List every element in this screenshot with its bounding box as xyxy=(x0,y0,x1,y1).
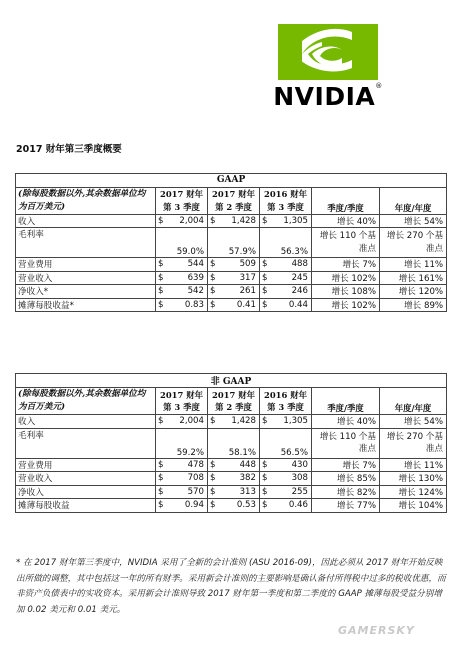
value-yoy: 增长 270 个基准点 xyxy=(380,428,447,458)
table-row xyxy=(16,485,447,499)
currency-symbol: $ xyxy=(208,298,221,312)
column-qoq: 季度/季度 xyxy=(312,187,380,214)
currency-symbol: $ xyxy=(156,214,169,228)
brand-wordmark: NVIDIA® xyxy=(273,82,383,111)
value-q2: 58.1% xyxy=(208,428,260,458)
value-yoy: 增长 11% xyxy=(380,258,447,272)
value-yoy: 增长 11% xyxy=(380,458,447,472)
currency-symbol: $ xyxy=(156,415,169,429)
page-title: 2017 财年第三季度概要 xyxy=(16,144,122,155)
currency-symbol: $ xyxy=(156,458,169,472)
value-q3: 59.2% xyxy=(156,428,208,458)
value-q2: 0.41 xyxy=(221,298,260,312)
value-q2: 448 xyxy=(221,458,260,472)
value-q3: 639 xyxy=(169,271,208,285)
currency-symbol: $ xyxy=(260,285,273,299)
table-row xyxy=(16,285,447,299)
value-q2: 382 xyxy=(221,472,260,486)
value-qoq: 增长 102% xyxy=(312,271,380,285)
value-qoq: 增长 77% xyxy=(312,499,380,513)
value-q3-prior: 245 xyxy=(273,271,312,285)
nvidia-eye-icon xyxy=(278,24,378,80)
currency-symbol: $ xyxy=(208,458,221,472)
value-yoy: 增长 130% xyxy=(380,472,447,486)
row-label: 摊薄每股收益* xyxy=(16,298,156,312)
currency-symbol: $ xyxy=(208,472,221,486)
column-q2: 2017 财年第 2 季度 xyxy=(208,388,260,415)
currency-symbol: $ xyxy=(208,258,221,272)
value-yoy: 增长 89% xyxy=(380,298,447,312)
row-label: 净收入* xyxy=(16,285,156,299)
value-qoq: 增长 7% xyxy=(312,258,380,272)
value-q2: 509 xyxy=(221,258,260,272)
column-qoq: 季度/季度 xyxy=(312,388,380,415)
table-row xyxy=(16,458,447,472)
table-section-header xyxy=(16,174,447,188)
currency-symbol: $ xyxy=(260,485,273,499)
value-qoq: 增长 110 个基准点 xyxy=(312,428,380,458)
table-row xyxy=(16,472,447,486)
value-q3-prior: 1,305 xyxy=(273,415,312,429)
value-q2: 1,428 xyxy=(221,214,260,228)
row-label: 毛利率 xyxy=(16,428,156,458)
value-q3-prior: 1,305 xyxy=(273,214,312,228)
value-q2: 317 xyxy=(221,271,260,285)
table-row xyxy=(16,228,447,258)
value-q3: 544 xyxy=(169,258,208,272)
gaap-table xyxy=(15,173,447,312)
value-yoy: 增长 104% xyxy=(380,499,447,513)
section-title: 非 GAAP xyxy=(16,374,447,388)
row-label: 营业收入 xyxy=(16,271,156,285)
currency-symbol: $ xyxy=(208,499,221,513)
row-label: 毛利率 xyxy=(16,228,156,258)
table-row xyxy=(16,271,447,285)
value-q3-prior: 430 xyxy=(273,458,312,472)
watermark: GAMERSKY xyxy=(338,624,415,637)
section-title: GAAP xyxy=(16,174,447,188)
value-q3: 2,004 xyxy=(169,214,208,228)
value-yoy: 增长 120% xyxy=(380,285,447,299)
value-yoy: 增长 54% xyxy=(380,415,447,429)
non-gaap-table xyxy=(15,373,447,513)
value-qoq: 增长 110 个基准点 xyxy=(312,228,380,258)
value-q3: 59.0% xyxy=(156,228,208,258)
currency-symbol: $ xyxy=(156,298,169,312)
value-yoy: 增长 54% xyxy=(380,214,447,228)
value-qoq: 增长 40% xyxy=(312,214,380,228)
column-q3: 2017 财年第 3 季度 xyxy=(156,388,208,415)
currency-symbol: $ xyxy=(208,271,221,285)
currency-symbol: $ xyxy=(260,214,273,228)
currency-symbol: $ xyxy=(156,258,169,272)
column-yoy: 年度/年度 xyxy=(380,388,447,415)
table-column-header xyxy=(16,388,447,415)
value-q3-prior: 56.3% xyxy=(260,228,312,258)
units-label: (除每股数据以外,其余数据单位均为百万美元) xyxy=(16,388,156,415)
value-q3-prior: 488 xyxy=(273,258,312,272)
value-yoy: 增长 124% xyxy=(380,485,447,499)
value-q3: 0.94 xyxy=(169,499,208,513)
value-q3: 2,004 xyxy=(169,415,208,429)
currency-symbol: $ xyxy=(260,415,273,429)
value-q2: 261 xyxy=(221,285,260,299)
table-row xyxy=(16,214,447,228)
table-row xyxy=(16,258,447,272)
currency-symbol: $ xyxy=(260,271,273,285)
value-q3: 0.83 xyxy=(169,298,208,312)
column-yoy: 年度/年度 xyxy=(380,187,447,214)
currency-symbol: $ xyxy=(156,485,169,499)
value-q3: 542 xyxy=(169,285,208,299)
currency-symbol: $ xyxy=(260,258,273,272)
currency-symbol: $ xyxy=(156,499,169,513)
value-qoq: 增长 85% xyxy=(312,472,380,486)
row-label: 摊薄每股收益 xyxy=(16,499,156,513)
currency-symbol: $ xyxy=(208,485,221,499)
currency-symbol: $ xyxy=(208,285,221,299)
row-label: 营业费用 xyxy=(16,458,156,472)
currency-symbol: $ xyxy=(156,285,169,299)
column-q2: 2017 财年第 2 季度 xyxy=(208,187,260,214)
currency-symbol: $ xyxy=(260,458,273,472)
currency-symbol: $ xyxy=(156,271,169,285)
currency-symbol: $ xyxy=(260,298,273,312)
value-q3-prior: 308 xyxy=(273,472,312,486)
value-qoq: 增长 102% xyxy=(312,298,380,312)
value-q3: 708 xyxy=(169,472,208,486)
value-q3: 570 xyxy=(169,485,208,499)
table-row xyxy=(16,415,447,429)
currency-symbol: $ xyxy=(208,415,221,429)
value-q3-prior: 255 xyxy=(273,485,312,499)
value-yoy: 增长 270 个基准点 xyxy=(380,228,447,258)
row-label: 营业收入 xyxy=(16,472,156,486)
nvidia-logo xyxy=(272,24,384,114)
value-q2: 313 xyxy=(221,485,260,499)
value-qoq: 增长 82% xyxy=(312,485,380,499)
currency-symbol: $ xyxy=(208,214,221,228)
currency-symbol: $ xyxy=(260,499,273,513)
row-label: 收入 xyxy=(16,415,156,429)
table-section-header xyxy=(16,374,447,388)
value-q3-prior: 56.5% xyxy=(260,428,312,458)
value-qoq: 增长 108% xyxy=(312,285,380,299)
value-q3-prior: 0.46 xyxy=(273,499,312,513)
currency-symbol: $ xyxy=(156,472,169,486)
column-q3-prior: 2016 财年第 3 季度 xyxy=(260,187,312,214)
currency-symbol: $ xyxy=(260,472,273,486)
value-q2: 1,428 xyxy=(221,415,260,429)
value-q2: 57.9% xyxy=(208,228,260,258)
table-row xyxy=(16,428,447,458)
row-label: 净收入 xyxy=(16,485,156,499)
column-q3: 2017 财年第 3 季度 xyxy=(156,187,208,214)
value-yoy: 增长 161% xyxy=(380,271,447,285)
footnote: * 在 2017 财年第三季度中，NVIDIA 采用了全新的会计准则 (ASU 2016-09)，因此必须从 2017 财年开始反映出所做的调整，其中包括这一年的所有财季。采用新会计准则的主要影响是确认备付所得税中过多的税收优惠，而非资产负债表中的实收资本。采用新会计准则导致 2017 财年第一季度和第二季度的 GAAP 摊薄每股受益分别增加 0.02 美元和 0.01 美元。 xyxy=(16,558,446,615)
units-label: (除每股数据以外,其余数据单位均为百万美元) xyxy=(16,187,156,214)
brand-name: NVIDIA xyxy=(273,82,376,111)
column-q3-prior: 2016 财年第 3 季度 xyxy=(260,388,312,415)
value-q3-prior: 246 xyxy=(273,285,312,299)
row-label: 收入 xyxy=(16,214,156,228)
value-qoq: 增长 7% xyxy=(312,458,380,472)
table-column-header xyxy=(16,187,447,214)
value-q3-prior: 0.44 xyxy=(273,298,312,312)
table-row xyxy=(16,298,447,312)
value-q2: 0.53 xyxy=(221,499,260,513)
value-q3: 478 xyxy=(169,458,208,472)
value-qoq: 增长 40% xyxy=(312,415,380,429)
table-row xyxy=(16,499,447,513)
row-label: 营业费用 xyxy=(16,258,156,272)
